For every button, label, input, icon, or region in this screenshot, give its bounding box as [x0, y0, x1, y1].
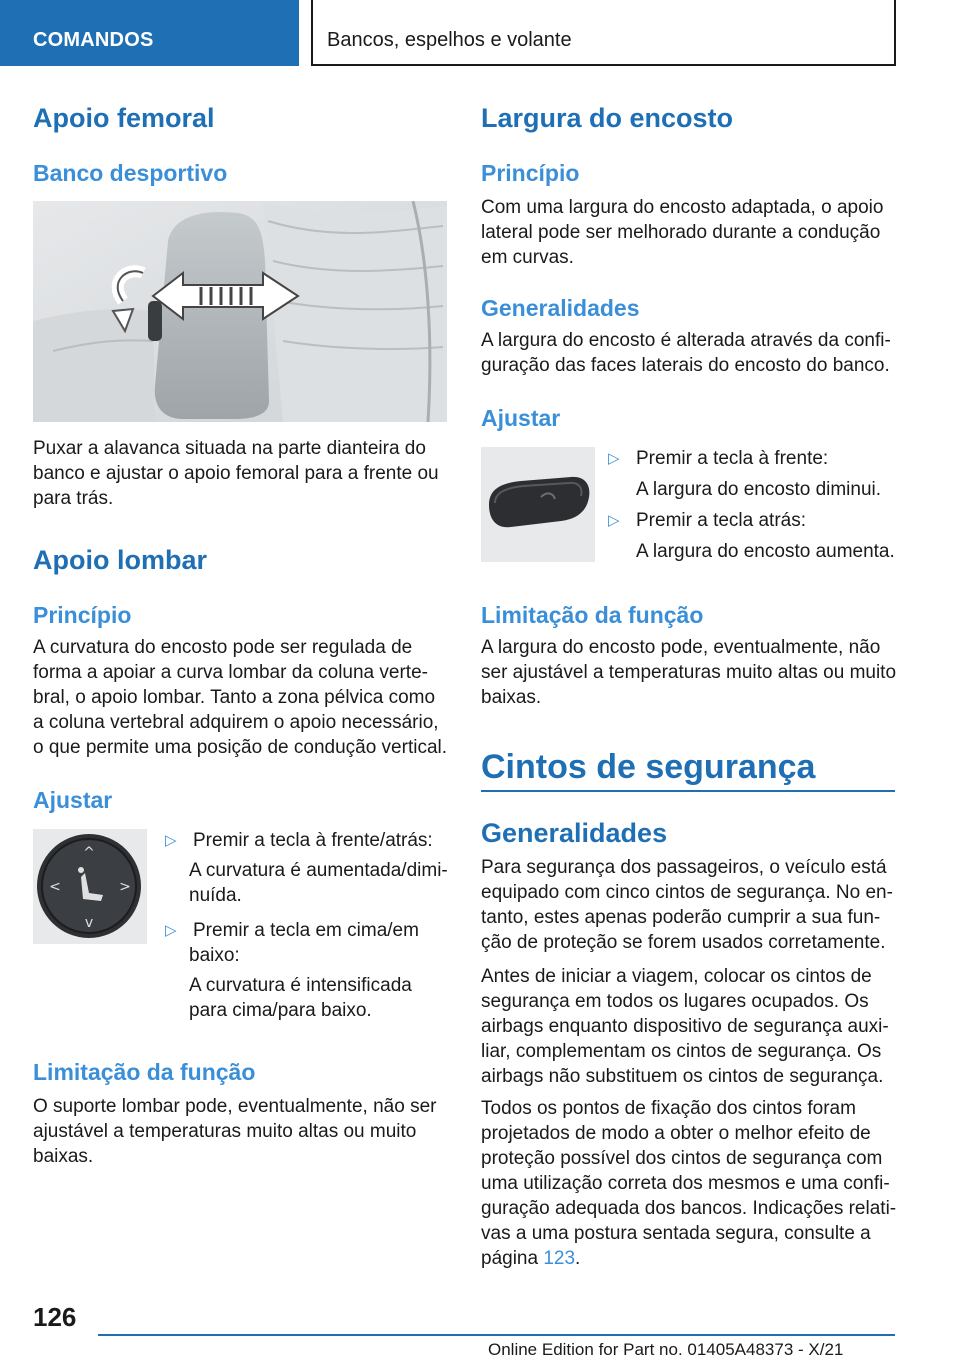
page-header — [0, 0, 960, 66]
chapter-tab — [311, 0, 896, 66]
bullet-largura-2-result: A largura do encosto aumenta. — [636, 541, 895, 562]
section-divider — [481, 790, 895, 792]
width-button-illustration — [481, 447, 595, 562]
heading-ajustar-lombar: Ajustar — [33, 787, 113, 813]
bullet-largura-1-result: A largura do encosto diminui. — [636, 479, 882, 500]
section-title: COMANDOS — [33, 29, 154, 51]
heading-cintos-seguranca: Cintos de segurança — [481, 748, 816, 786]
page-reference-link[interactable]: 123 — [543, 1248, 576, 1269]
heading-apoio-femoral: Apoio femoral — [33, 103, 215, 133]
svg-text:>: > — [119, 879, 131, 895]
bullet-lombar-2-result: A curvatura é intensificada para cima/para baixo. — [189, 975, 412, 1021]
cintos-paragraph-3: Todos os pontos de fixação dos cintos foram projetados de modo a obter o melhor efeito de proteção possível dos cintos de segurança com uma utilização correta dos mesmos e uma confi- guração adequada dos bancos. Indicações relati- vas a uma postura sentada segura, consulte a página 123. — [481, 1096, 901, 1271]
heading-banco-desportivo: Banco desportivo — [33, 160, 228, 186]
bullet-triangle-icon: ▷ — [165, 922, 177, 939]
bullet-triangle-icon: ▷ — [608, 512, 620, 529]
cintos-paragraph-2: Antes de iniciar a viagem, colocar os cintos de segurança em todos os lugares ocupados. Os airbags enquanto dispositivo de segurança auxi- liar, complementam os cintos de segurança. Os airbags não substituem os cintos de segurança. — [481, 966, 889, 1087]
bullet-triangle-icon: ▷ — [165, 832, 177, 849]
femoral-paragraph: Puxar a alavanca situada na parte dianteira do banco e ajustar o apoio femoral para a frente ou para trás. — [33, 438, 439, 509]
edition-footer: Online Edition for Part no. 01405A48373 - X/21 — [488, 1340, 844, 1359]
cintos-paragraph-3-last-line: página 123. — [481, 1248, 581, 1269]
generalidades-largura-paragraph: A largura do encosto é alterada através da confi- guração das faces laterais do encosto do banco. — [481, 330, 891, 376]
svg-text:^: ^ — [83, 845, 95, 861]
bullet-lombar-2-cont: baixo: — [189, 945, 240, 966]
cintos-paragraph-1: Para segurança dos passageiros, o veículo está equipado com cinco cintos de segurança. No en- tanto, estes apenas poderão cumprir a sua fun- ção de proteção se forem usados corretamente. — [481, 857, 893, 953]
heading-limitacao-largura: Limitação da função — [481, 602, 704, 628]
principio-largura-paragraph: Com uma largura do encosto adaptada, o apoio lateral pode ser melhorado durante a condução em curvas. — [481, 197, 884, 268]
heading-generalidades-cintos: Generalidades — [481, 818, 668, 848]
heading-ajustar-largura: Ajustar — [481, 405, 561, 431]
svg-text:<: < — [49, 879, 61, 895]
footer-divider — [98, 1334, 895, 1336]
heading-principio-largura: Princípio — [481, 160, 580, 186]
bullet-lombar-1-result: A curvatura é aumentada/dimi- nuída. — [189, 860, 448, 906]
section-tab — [0, 0, 299, 66]
thigh-support-illustration — [33, 201, 447, 422]
limitacao-largura-paragraph: A largura do encosto pode, eventualmente, não ser ajustável a temperaturas muito altas ou muito baixas. — [481, 637, 897, 708]
page-number: 126 — [33, 1302, 77, 1332]
heading-generalidades-largura: Generalidades — [481, 295, 640, 321]
limitacao-lombar-paragraph: O suporte lombar pode, eventualmente, não ser ajustável a temperaturas muito altas ou muito baixas. — [33, 1096, 437, 1167]
heading-largura-encosto: Largura do encosto — [481, 103, 734, 133]
bullet-triangle-icon: ▷ — [608, 450, 620, 467]
heading-apoio-lombar: Apoio lombar — [33, 545, 207, 575]
lumbar-button-illustration — [33, 829, 147, 944]
chapter-title: Bancos, espelhos e volante — [327, 29, 572, 51]
svg-text:v: v — [84, 915, 94, 931]
heading-principio-lombar: Princípio — [33, 602, 132, 628]
lombar-paragraph: A curvatura do encosto pode ser regulada de forma a apoiar a curva lombar da coluna verte- bral, o apoio lombar. Tanto a zona pélvica como a coluna vertebral adquirem o apoio necessário, o que permite uma posição de condução vertical. — [33, 637, 448, 758]
heading-limitacao-lombar: Limitação da função — [33, 1059, 256, 1085]
